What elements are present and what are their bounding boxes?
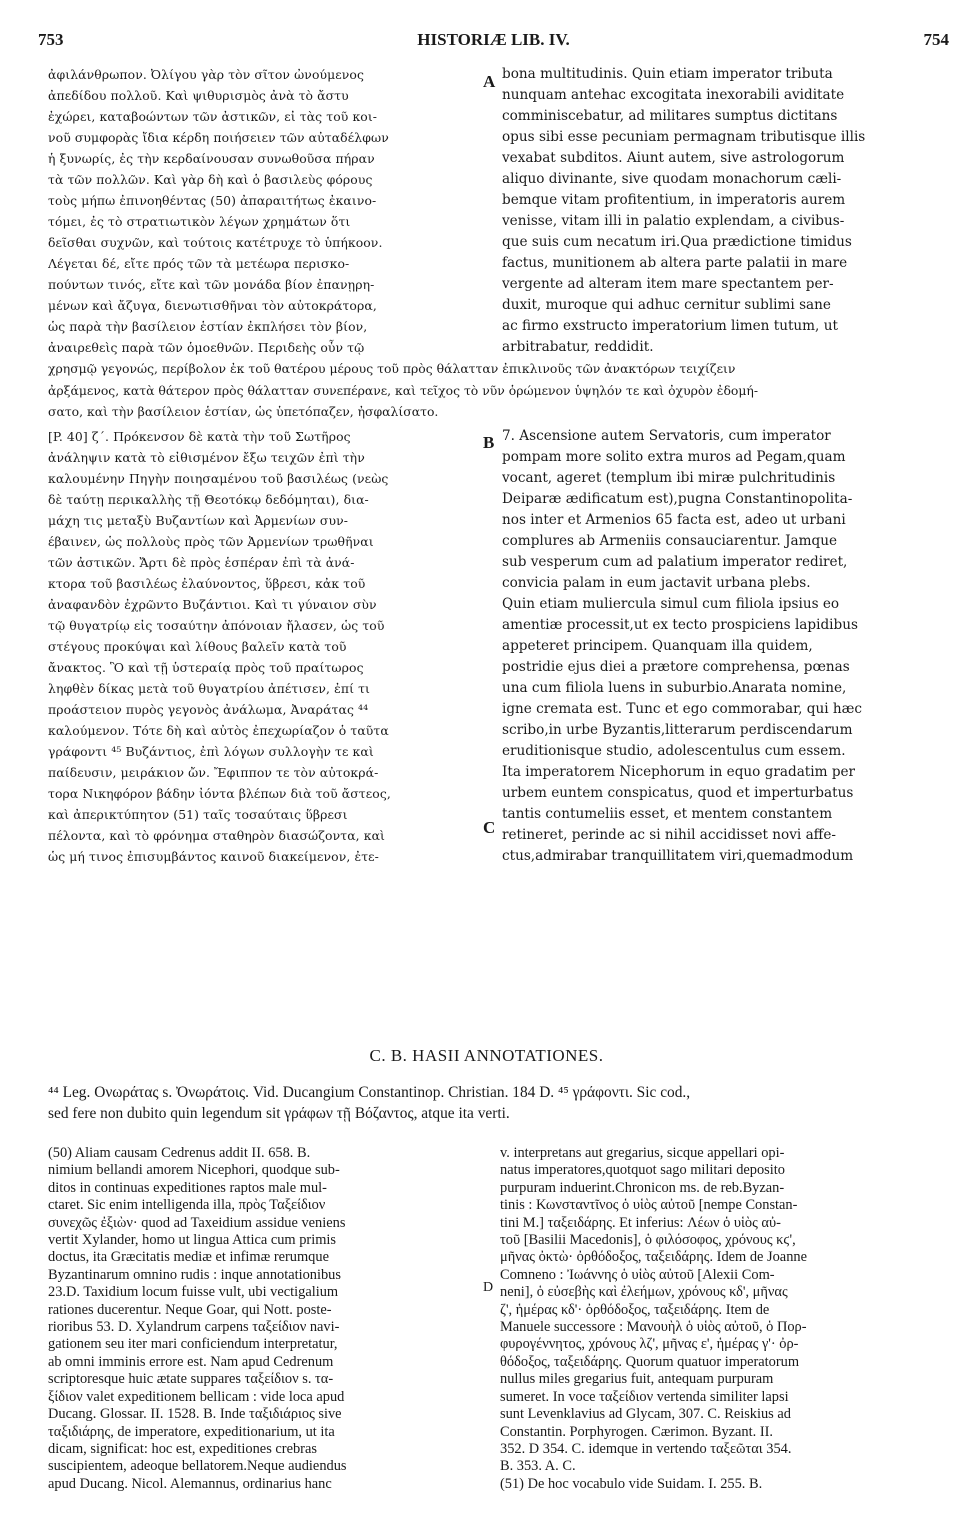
text-line: τόμει, ἐς τὸ στρατιωτικὸν λέγων χρημάτων ὅτι — [48, 214, 351, 229]
text-line: amentiæ processit,ut ex tecto prospiciens lapidibus — [502, 617, 858, 633]
text-line: pompam more solito extra muros ad Pegam,quam — [502, 449, 846, 465]
greek-full-width — [48, 358, 948, 423]
text-line: sub vesperum cum ad palatium imperator rediret, — [502, 554, 848, 570]
note-line: nimium bellandi amorem Nicephori, quodque sub- — [48, 1162, 340, 1179]
footnote-line: ⁴⁴ Leg. Ονωράτας s. Ὀνωράτοις. Vid. Ducangium Constantinop. Christian. 184 D. ⁴⁵ γράφοντι. Sic cod., — [48, 1084, 691, 1101]
note-line: doctus, ita Græcitatis mediæ et infimæ rerumque — [48, 1249, 329, 1266]
text-line: una cum filiola luens in suburbio.Anarata nomine, — [502, 680, 847, 696]
text-line: aliquo divinante, sive quodam monachorum cæli- — [502, 171, 842, 187]
note-line: tinis : Κωνσταντῖνος ὁ υἱὸς αὐτοῦ [nempe Constan- — [500, 1197, 798, 1214]
note-line: 23.D. Taxidium locum fuisse vult, ubi vectigalium — [48, 1284, 339, 1301]
note-line: gationem seu iter mari conficiendum interpretatur, — [48, 1336, 338, 1353]
text-line: ἡ ξυνωρίς, ἐς τὴν κερδαίνουσαν συνωθοῦσα πήραν — [48, 151, 375, 166]
note-line: apud Ducang. Nicol. Alemannus, ordinarius hanc — [48, 1475, 332, 1492]
text-line: bona multitudinis. Quin etiam imperator tributa — [502, 66, 833, 82]
text-line: 7. Ascensione autem Servatoris, cum imperator — [502, 428, 831, 444]
text-line: έβαινεν, ὡς πολλοὺς πρὸς τῶν Ἀρμενίων τρωθῆναι — [48, 534, 374, 549]
note-line: tini M.] ταξειδάρης. Et inferius: Λέων ὁ υἱὸς αὐ- — [500, 1214, 781, 1231]
text-line: ἀρξάμενος, κατὰ θάτερον πρὸς θάλατταν συνεπέρανε, καὶ τεῖχος τὸ νῦν ὁρώμενον ὑψηλόν τε καὶ ὀχυρὸν ἐδομή- — [48, 382, 759, 398]
note-line: (51) De hoc vocabulo vide Suidam. I. 255. B. — [500, 1475, 763, 1492]
text-line: κτορα τοῦ βασιλέως ἐλαύνοντος, ὕβρεσι, κἀκ τοῦ — [48, 576, 366, 591]
text-line: τοὺς μήπω ἐπινοηθέντας (50) ἀπαραιτήτως ἐκαινο- — [48, 193, 377, 208]
note-line: τοῦ [Basilii Macedonis], ὁ φιλόσοφος, χρόνους κϛ', — [500, 1232, 796, 1249]
text-line: τὰ τῶν πολλῶν. Καὶ γὰρ δὴ καὶ ὁ βασιλεὺς φόρους — [48, 172, 373, 187]
latin-column-top — [502, 64, 946, 358]
text-line: ὡς παρὰ τὴν βασίλειον ἑστίαν ἐκπλήσει τὸν βίον, — [48, 319, 368, 334]
note-line: scriptoresque huic ætate suppares ταξείδιον s. τα- — [48, 1371, 334, 1388]
text-line: complures ab Armeniis consauciarentur. Jamque — [502, 533, 838, 549]
section-marker-b: B — [483, 433, 495, 452]
text-line: νοῦ συμφορὰς ἴδια κέρδη ποιήσειεν τῶν αὐταδέλφων — [48, 130, 389, 145]
note-line: rationes ducerentur. Neque Goar, qui Nott. poste- — [48, 1301, 332, 1318]
note-line: θόδοξος, ταξειδάρης. Quorum quatuor imperatorum — [500, 1353, 800, 1370]
text-line: παίδευσιν, μειράκιον ὤν. Ἔφιππον τε τὸν αὐτοκρά- — [48, 765, 379, 780]
text-line: vocant, ageret (templum ibi miræ pulchritudinis — [502, 470, 836, 486]
greek-column-top — [48, 64, 480, 358]
text-line: ἀναιρεθεὶς παρὰ τῶν ὁμοεθνῶν. Περιδεὴς οὖν τῷ — [48, 340, 365, 355]
note-line: Constantin. Porphyrogen. Cærimon. Byzant. II. — [500, 1423, 774, 1440]
note-line: ditos in continuas expeditiones raptos male mul- — [48, 1179, 327, 1196]
text-line: πέλοντα, καὶ τὸ φρόνημα σταθηρὸν διασώζοντα, καὶ — [48, 828, 386, 843]
text-line: ctus,admirabar tranquillitatem viri,quemadmodum — [502, 848, 854, 864]
text-line: ac firmo exstructo imperatorium limen tutum, ut — [502, 318, 838, 334]
text-line: μένων καὶ ἄζυγα, διενωτισθῆναι τὸν αὐτοκράτορα, — [48, 298, 377, 313]
text-line: vexabat subditos. Aiunt autem, sive astrologorum — [502, 150, 845, 166]
note-line: nullus miles gregarius fuit, antequam purpuram — [500, 1371, 774, 1388]
note-line: ab omni imminis errore est. Nam apud Cedrenum — [48, 1353, 334, 1370]
note-line: sumeret. In voce ταξείδιον vertenda similiter lapsi — [500, 1388, 789, 1405]
annotations-title: C. B. HASII ANNOTATIONES. — [369, 1046, 604, 1065]
text-line: tantis contumeliis esset, et mentem constantem — [502, 806, 833, 822]
text-line: ληφθὲν δίκας μετὰ τοῦ θυγατρίου ἀπέτισεν, ἐπί τι — [48, 681, 370, 696]
text-line: Deiparæ ædificatum est),pugna Constantinopolita- — [502, 491, 853, 507]
text-line: ἄνακτος. Ὃ καὶ τῇ ὑστεραίᾳ πρὸς τοῦ πραίτωρος — [48, 660, 364, 675]
footnote-line: sed fere non dubito quin legendum sit γράφων τῇ Βόζαντος, atque ita verti. — [48, 1105, 510, 1122]
note-line: neni], ὁ εὐσεβὴς καὶ ἐλεήμων, χρόνους κδ', μῆνας — [500, 1284, 788, 1301]
text-line: πούντων τινός, εἴτε καὶ τῶν μονάδα βίον ἐπανῃρη- — [48, 277, 375, 292]
text-line: arbitrabatur, reddidit. — [502, 339, 654, 355]
text-line: ἀπεδίδου πολλοῦ. Καὶ ψιθυρισμὸς ἀνὰ τὸ ἄστυ — [48, 88, 349, 103]
text-line: ὡς μή τινος ἐπισυμβάντος καινοῦ διακείμενον, ἐτε- — [48, 849, 379, 864]
note-line: ξίδιον valet expeditionem bellicam : vide loca apud — [48, 1388, 345, 1405]
note-line: Manuele successore : Μανουὴλ ὁ υἱὸς αὐτοῦ, ὁ Πορ- — [500, 1319, 807, 1336]
text-line: ἀναφανδὸν ἐχρῶντο Βυζάντιοι. Καὶ τι γύναιον σὺν — [48, 597, 377, 612]
text-line: venisse, vitam illi in palatio explendam, a civibus- — [502, 213, 845, 229]
text-line: τῷ θυγατρίῳ εἰς τοσαύτην ἀπόνοιαν ἤλασεν, ὡς τοῦ — [48, 618, 385, 633]
note-line: συνεχῶς ἐξιὼν· quod ad Taxeidium assidue veniens — [48, 1214, 346, 1231]
note-line: v. interpretans aut gregarius, sicque appellari opi- — [500, 1145, 785, 1161]
text-line: καλουμένην Πηγὴν ποιησαμένου τοῦ βασιλέως (νεὼς — [48, 471, 389, 486]
note-line: purpuram induerint.Chronicon ms. de reb.Byzan- — [500, 1179, 785, 1196]
text-line: [P. 40] ζ΄. Πρόκενσον δὲ κατὰ τὴν τοῦ Σωτῆρος — [48, 429, 351, 444]
text-line: eruditionisque studio, adolescentulus cum essem. — [502, 743, 846, 759]
note-line: rioribus 53. D. Xylandrum carpens ταξείδιον navi- — [48, 1319, 340, 1336]
note-line: ταξιδιάρης, de imperatore, expeditionarium, ut ita — [48, 1423, 335, 1440]
text-line: bemque vitam profitentium, in imperatoris aurem — [502, 192, 846, 208]
text-line: opus sibi esse pecuniam permagnam tributisque illis — [502, 129, 866, 145]
text-line: urbem euntem conspicatus, quod et imperturbatus — [502, 785, 854, 801]
note-line: B. 353. A. C. — [500, 1458, 576, 1475]
text-line: nos inter et Armenios 65 facta est, adeo ut urbani — [502, 512, 846, 528]
note-line: dicam, significat: hoc est, expeditiones crebras — [48, 1440, 317, 1457]
text-line: nunquam antehac excogitata inexorabili aviditate — [502, 87, 845, 103]
text-line: retineret, perinde ac si nihil accidisset novi affe- — [502, 827, 836, 843]
note-line: μῆνας ὀκτὼ· ὀρθόδοξος, ταξειδάρης. Idem de Joanne — [500, 1249, 807, 1266]
text-line: μάχη τις μεταξὺ Βυζαντίων καὶ Ἀρμενίων συν- — [48, 513, 348, 528]
text-line: δεῖσθαι συχνῶν, καὶ τούτοις κατέτρυχε τὸ ὑπήκοον. — [48, 235, 383, 250]
footnotes — [48, 1082, 948, 1124]
note-line: ctaret. Sic enim intelligenda illa, πρὸς Ταξείδιον — [48, 1197, 326, 1214]
text-line: δὲ ταύτῃ περικαλλὴς τῇ Θεοτόκῳ δεδόμηται), δια- — [48, 492, 369, 507]
page-header — [38, 30, 949, 60]
text-line: Λέγεται δέ, εἴτε πρός τῶν τὰ μετέωρα περισκο- — [48, 256, 350, 271]
note-line: Byzantinarum omnino rudis : inque annotationibus — [48, 1266, 341, 1283]
running-title: HISTORIÆ LIB. IV. — [417, 30, 570, 49]
note-line: suscipientem, adeoque bellatorem.Neque audiendus — [48, 1458, 347, 1475]
text-line: Ita imperatorem Nicephorum in equo gradatim per — [502, 764, 856, 780]
text-line: προάστειον πυρὸς γεγονὸς ἀνάλωμα, Ἀναράτας ⁴⁴ — [48, 702, 369, 717]
text-line: scribo,in urbe Byzantis,litterarum perdiscendarum — [502, 722, 853, 738]
note-line: sunt Levenklavius ad Glycam, 307. C. Reiskius ad — [500, 1406, 791, 1423]
text-line: καὶ ἀπερικτύπητον (51) ταῖς τοσαύταις ὕβρεσι — [48, 807, 348, 822]
text-line: igne cremata est. Tunc et ego commorabar, qui hæc — [502, 701, 863, 717]
section-marker-d: D — [483, 1280, 494, 1295]
page-number-right: 754 — [923, 30, 949, 49]
text-line: καλούμενον. Τότε δὴ καὶ αὐτὸς ἐπεχωρίαζον ὁ ταῦτα — [48, 723, 389, 738]
note-line: φυρογέννητος, χρόνους λζ', μῆνας ε', ἡμέρας γ'· ὀρ- — [500, 1336, 799, 1353]
note-line: 352. D 354. C. idemque in vertendo ταξεῶται 354. — [500, 1440, 792, 1457]
note-line: natus imperatores,quotquot sago militari deposito — [500, 1162, 785, 1179]
text-line: appeteret principem. Quanquam illa quidem, — [502, 638, 813, 654]
text-line: duxit, muroque qui adhuc cernitur sublimi sane — [502, 297, 831, 313]
page-number-left: 753 — [38, 30, 64, 49]
text-line: Quin etiam muliercula simul cum filiola ipsius eo — [502, 596, 840, 612]
note-line: Ducang. Glossar. II. 1528. B. Inde ταξιδιάριος sive — [48, 1406, 342, 1423]
latin-column-middle — [502, 426, 946, 867]
text-line: γράφοντι ⁴⁵ Βυζάντιος, ἐπὶ λόγων συλλογὴν τε καὶ — [48, 744, 374, 759]
text-line: ἀνάληψιν κατὰ τὸ εἰθισμένον ἔξω τειχῶν ἐπὶ τὴν — [48, 450, 365, 465]
text-line: postridie ejus diei a prætore comprehensa, pœnas — [502, 659, 850, 675]
text-line: ἐχώρει, καταβοώντων τῶν ἀστικῶν, εἰ τὰς τοῦ κοι- — [48, 109, 378, 124]
text-line: τῶν ἀστικῶν. Ἄρτι δὲ πρὸς ἑσπέραν ἐπὶ τὰ ἀνά- — [48, 555, 355, 570]
notes-column-left — [48, 1145, 478, 1493]
text-line: τορα Νικηφόρον βάδην ἰόντα βλέπων διὰ τοῦ ἄστεος, — [48, 786, 391, 801]
notes-column-right — [500, 1145, 946, 1493]
text-line: factus, munitionem ab altera parte palatii in mare — [502, 255, 848, 271]
text-line: σατο, καὶ τὴν βασίλειον ἑστίαν, ὡς ὑπετόπαζεν, ἠσφαλίσατο. — [48, 404, 439, 419]
text-line: convicia palam in eum jactavit urbana plebs. — [502, 575, 811, 591]
note-line: vertit Xylander, homo ut lingua Attica cum primis — [48, 1232, 336, 1249]
text-line: ἀφιλάνθρωπον. Ὀλίγου γὰρ τὸν σῖτον ὠνούμενος — [48, 67, 365, 82]
text-line: στέγους προκύψαι καὶ λίθους βαλεῖν κατὰ τοῦ — [48, 639, 347, 654]
text-line: comminiscebatur, ad militares sumptus dictitans — [502, 108, 838, 124]
text-line: χρησμῷ γεγονώς, περίβολον ἐκ τοῦ θατέρου μέρους τοῦ πρὸς θάλατταν ἐπικλινοῦς τῶν ἀνακτόρων τειχίζειν — [48, 361, 736, 376]
greek-column-middle — [48, 426, 480, 867]
note-line: Comneno : Ἰωάννης ὁ υἱὸς αὐτοῦ [Alexii Com- — [500, 1266, 775, 1283]
text-line: que suis cum necatum iri.Qua prædictione timidus — [502, 234, 852, 250]
section-marker-c: C — [483, 818, 496, 837]
note-line: ζ', ἡμέρας κδ'· ὀρθόδοξος, ταξειδάρης. Item de — [500, 1301, 770, 1318]
text-line: vergente ad alteram item mare spectantem per- — [502, 276, 834, 292]
note-line: (50) Aliam causam Cedrenus addit II. 658. B. — [48, 1145, 311, 1161]
section-marker-a: A — [483, 72, 496, 91]
